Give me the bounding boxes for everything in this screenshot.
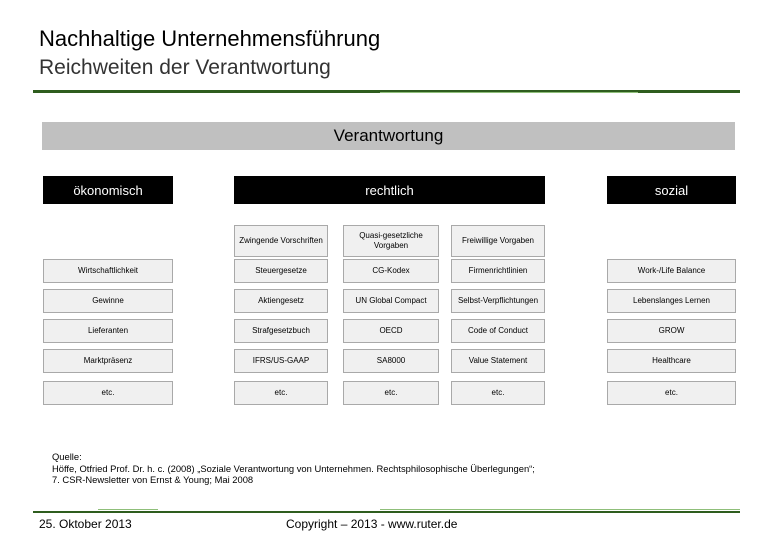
cell-quasi-legal-row-3: OECD xyxy=(343,319,439,343)
category-legal: rechtlich xyxy=(234,176,545,204)
source-note xyxy=(52,451,535,486)
cell-economic-row-2: Gewinne xyxy=(43,289,173,313)
cell-economic-row-1: Wirtschaftlichkeit xyxy=(43,259,173,283)
cell-mandatory-row-3: Strafgesetzbuch xyxy=(234,319,328,343)
footer-copyright: Copyright – 2013 - www.ruter.de xyxy=(286,517,458,531)
cell-quasi-legal-row-1: CG-Kodex xyxy=(343,259,439,283)
cell-social-row-2: Lebenslanges Lernen xyxy=(607,289,736,313)
cell-social-row-3: GROW xyxy=(607,319,736,343)
cell-social-row-5: etc. xyxy=(607,381,736,405)
category-economic: ökonomisch xyxy=(43,176,173,204)
legal-header-voluntary: Freiwillige Vorgaben xyxy=(451,225,545,257)
cell-quasi-legal-row-2: UN Global Compact xyxy=(343,289,439,313)
legal-header-mandatory: Zwingende Vorschriften xyxy=(234,225,328,257)
bottom-rule xyxy=(33,511,740,513)
cell-voluntary-row-1: Firmenrichtlinien xyxy=(451,259,545,283)
responsibility-header: Verantwortung xyxy=(42,122,735,150)
cell-mandatory-row-2: Aktiengesetz xyxy=(234,289,328,313)
bottom-rule-highlight-right xyxy=(380,509,740,510)
cell-social-row-4: Healthcare xyxy=(607,349,736,373)
cell-voluntary-row-3: Code of Conduct xyxy=(451,319,545,343)
cell-economic-row-3: Lieferanten xyxy=(43,319,173,343)
cell-mandatory-row-4: IFRS/US-GAAP xyxy=(234,349,328,373)
page-subtitle: Reichweiten der Verantwortung xyxy=(39,56,331,79)
bottom-rule-highlight-left xyxy=(98,509,158,510)
footer-date: 25. Oktober 2013 xyxy=(39,517,132,531)
page-title: Nachhaltige Unternehmensführung xyxy=(39,26,381,51)
category-social: sozial xyxy=(607,176,736,204)
cell-social-row-1: Work-/Life Balance xyxy=(607,259,736,283)
source-label: Quelle: xyxy=(52,451,82,462)
cell-mandatory-row-5: etc. xyxy=(234,381,328,405)
cell-mandatory-row-1: Steuergesetze xyxy=(234,259,328,283)
source-line-2: 7. CSR-Newsletter von Ernst & Young; Mai 2008 xyxy=(52,474,254,485)
top-rule-highlight xyxy=(380,92,638,93)
legal-header-quasi-legal: Quasi-gesetzliche Vorgaben xyxy=(343,225,439,257)
cell-quasi-legal-row-5: etc. xyxy=(343,381,439,405)
source-line-1: Höffe, Otfried Prof. Dr. h. c. (2008) „Soziale Verantwortung von Unternehmen. Rechtsphilosophische Überlegungen“; xyxy=(52,462,535,474)
cell-economic-row-4: Marktpräsenz xyxy=(43,349,173,373)
cell-economic-row-5: etc. xyxy=(43,381,173,405)
cell-quasi-legal-row-4: SA8000 xyxy=(343,349,439,373)
cell-voluntary-row-4: Value Statement xyxy=(451,349,545,373)
cell-voluntary-row-2: Selbst-Verpflichtungen xyxy=(451,289,545,313)
cell-voluntary-row-5: etc. xyxy=(451,381,545,405)
